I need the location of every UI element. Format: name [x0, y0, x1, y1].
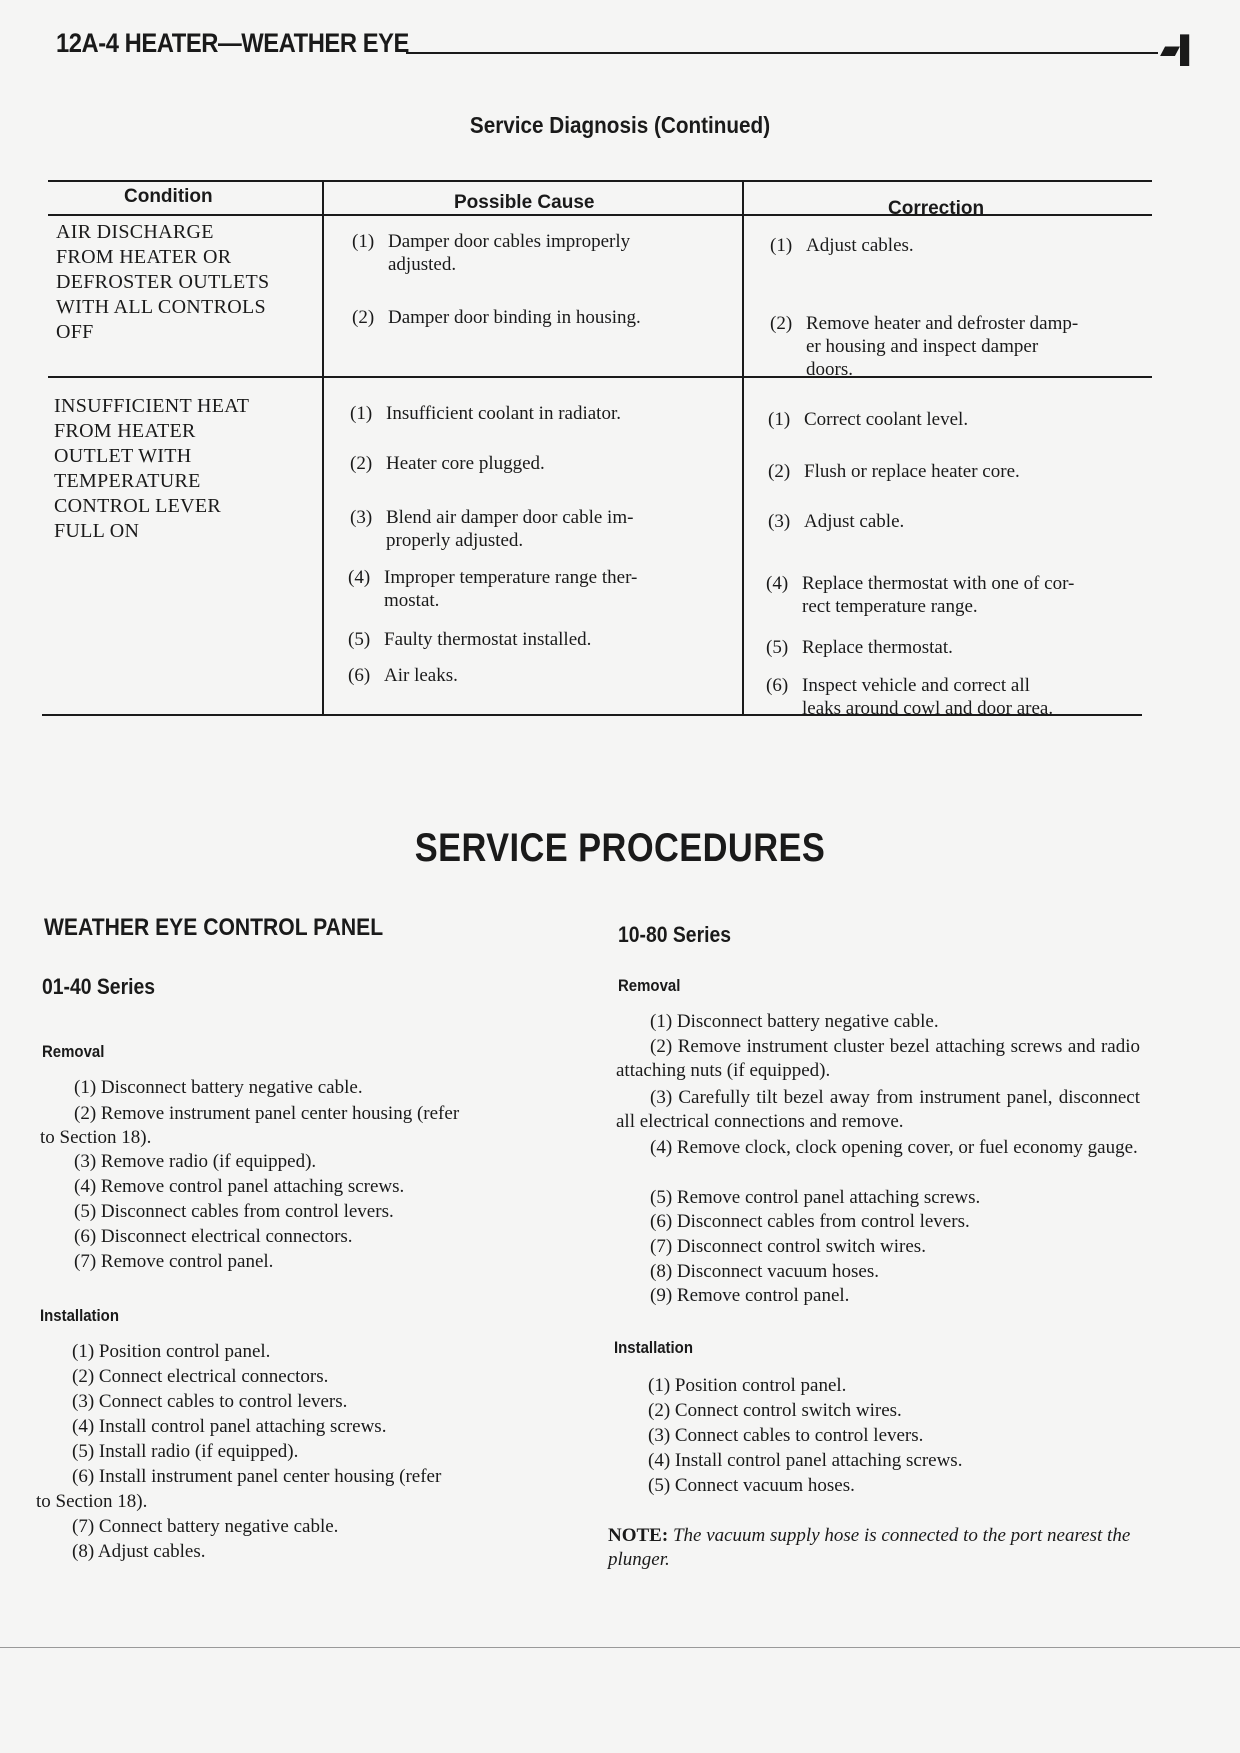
right-removal-step: (1) Disconnect battery negative cable.	[650, 1011, 939, 1032]
right-removal-step: (9) Remove control panel.	[650, 1285, 850, 1306]
right-installation-step: (4) Install control panel attaching screws.	[648, 1450, 963, 1471]
right-removal-step: (4) Remove clock, clock opening cover, or fuel economy gauge.	[650, 1137, 1138, 1158]
condition-line: OFF	[56, 321, 94, 343]
condition-line: FROM HEATER	[54, 420, 196, 442]
left-removal-heading: Removal	[42, 1042, 105, 1061]
left-installation-step: (8) Adjust cables.	[72, 1541, 206, 1562]
left-series-heading: 01-40 Series	[42, 974, 156, 999]
left-removal-step: (1) Disconnect battery negative cable.	[74, 1077, 363, 1098]
left-installation-step: (5) Install radio (if equipped).	[72, 1441, 299, 1462]
left-removal-step: (6) Disconnect electrical connectors.	[74, 1226, 353, 1247]
diagnosis-table: Condition Possible Cause Correction AIR DISCHARGE FROM HEATER OR DEFROSTER OUTLETS WITH ALL CONTROLS OFF (1) Damper door cables improperly adjusted. (2) Damper door binding in housing. (1) Adjust cables. (2) Remove heater and defroster damp- er housing and inspect damper doors. INSUFFICIENT HEAT FROM HEATER OUTLET WITH TEMPERATURE CONTROL LEVER FULL ON (1) Insufficient coolant in radiator. (2) Heater core plugged. (3) Blend air damper door cable im- properly adjusted. (4) Improper temperature range ther- mostat. (5) Faulty thermostat installed. (6) Air leaks. (1) Correct coolant level. (2) Flush or replace heater core. (3) Adjust cable. (4) Replace thermostat with one of cor- rect temperature range. (5) Replace thermostat. (6) Inspect vehicle and correct all leaks around cowl and door area.	[48, 180, 1152, 722]
condition-line: CONTROL LEVER	[54, 495, 222, 517]
left-removal-step: to Section 18).	[40, 1127, 152, 1148]
condition-line: INSUFFICIENT HEAT	[54, 395, 250, 417]
right-removal-step: (6) Disconnect cables from control levers.	[650, 1211, 970, 1232]
right-installation-heading: Installation	[614, 1338, 693, 1357]
condition-line: AIR DISCHARGE	[56, 221, 214, 243]
left-removal-step: (5) Disconnect cables from control levers.	[74, 1201, 394, 1222]
left-installation-step: (6) Install instrument panel center housing (refer	[72, 1466, 442, 1487]
right-installation-step: (1) Position control panel.	[648, 1375, 847, 1396]
left-installation-step: (1) Position control panel.	[72, 1341, 271, 1362]
right-removal-step: (7) Disconnect control switch wires.	[650, 1236, 926, 1257]
table-col-divider-2	[742, 180, 744, 716]
condition-line: FROM HEATER OR	[56, 246, 232, 268]
col-header-cause: Possible Cause	[454, 192, 595, 213]
left-removal-step: (3) Remove radio (if equipped).	[74, 1151, 317, 1172]
left-installation-step: (4) Install control panel attaching screws.	[72, 1416, 387, 1437]
right-removal-step: (8) Disconnect vacuum hoses.	[650, 1261, 879, 1282]
col-header-condition: Condition	[124, 186, 213, 207]
left-installation-step: to Section 18).	[36, 1491, 148, 1512]
condition-line: WITH ALL CONTROLS	[56, 296, 266, 318]
note-label: NOTE:	[608, 1525, 669, 1546]
diagnosis-heading: Service Diagnosis (Continued)	[469, 112, 771, 138]
col-header-correction: Correction	[888, 198, 985, 219]
note-text: The vacuum supply hose is connected to the port nearest the plunger.	[608, 1525, 1131, 1570]
control-panel-heading: WEATHER EYE CONTROL PANEL	[44, 914, 384, 941]
row1-condition	[56, 220, 269, 345]
procedures-heading: SERVICE PROCEDURES	[414, 826, 826, 870]
left-installation-step: (7) Connect battery negative cable.	[72, 1516, 339, 1537]
left-installation-heading: Installation	[40, 1306, 119, 1325]
right-series-heading: 10-80 Series	[618, 922, 732, 947]
condition-line: TEMPERATURE	[54, 470, 201, 492]
page-bottom-edge	[0, 1647, 1240, 1648]
right-installation-step: (5) Connect vacuum hoses.	[648, 1475, 855, 1496]
table-header-rule	[48, 214, 1152, 216]
right-removal-step: (2) Remove instrument cluster bezel attaching screws and radio attaching nuts (if equipped).	[616, 1036, 1140, 1081]
row2-condition	[54, 394, 249, 544]
vacuum-hose-note	[608, 1524, 1138, 1572]
condition-line: OUTLET WITH	[54, 445, 192, 467]
left-installation-step: (3) Connect cables to control levers.	[72, 1391, 348, 1412]
right-installation-step: (2) Connect control switch wires.	[648, 1400, 902, 1421]
left-removal-step: (4) Remove control panel attaching screws.	[74, 1176, 405, 1197]
page-title: 12A-4 HEATER—WEATHER EYE	[56, 28, 409, 58]
condition-line: DEFROSTER OUTLETS	[56, 271, 270, 293]
table-top-rule	[48, 180, 1152, 182]
right-installation-step: (3) Connect cables to control levers.	[648, 1425, 924, 1446]
left-removal-step: (2) Remove instrument panel center housing (refer	[74, 1103, 460, 1124]
condition-line: FULL ON	[54, 520, 140, 542]
right-removal-heading: Removal	[618, 976, 681, 995]
page-corner-mark: ▰▌	[1160, 34, 1199, 64]
left-installation-step: (2) Connect electrical connectors.	[72, 1366, 329, 1387]
left-removal-step: (7) Remove control panel.	[74, 1251, 274, 1272]
header-rule	[406, 52, 1158, 54]
page-header	[56, 28, 1199, 64]
table-col-divider-1	[322, 180, 324, 716]
right-removal-step: (5) Remove control panel attaching screws.	[650, 1187, 981, 1208]
right-removal-step: (3) Carefully tilt bezel away from instrument panel, disconnect all electrical connections and remove.	[616, 1087, 1140, 1132]
